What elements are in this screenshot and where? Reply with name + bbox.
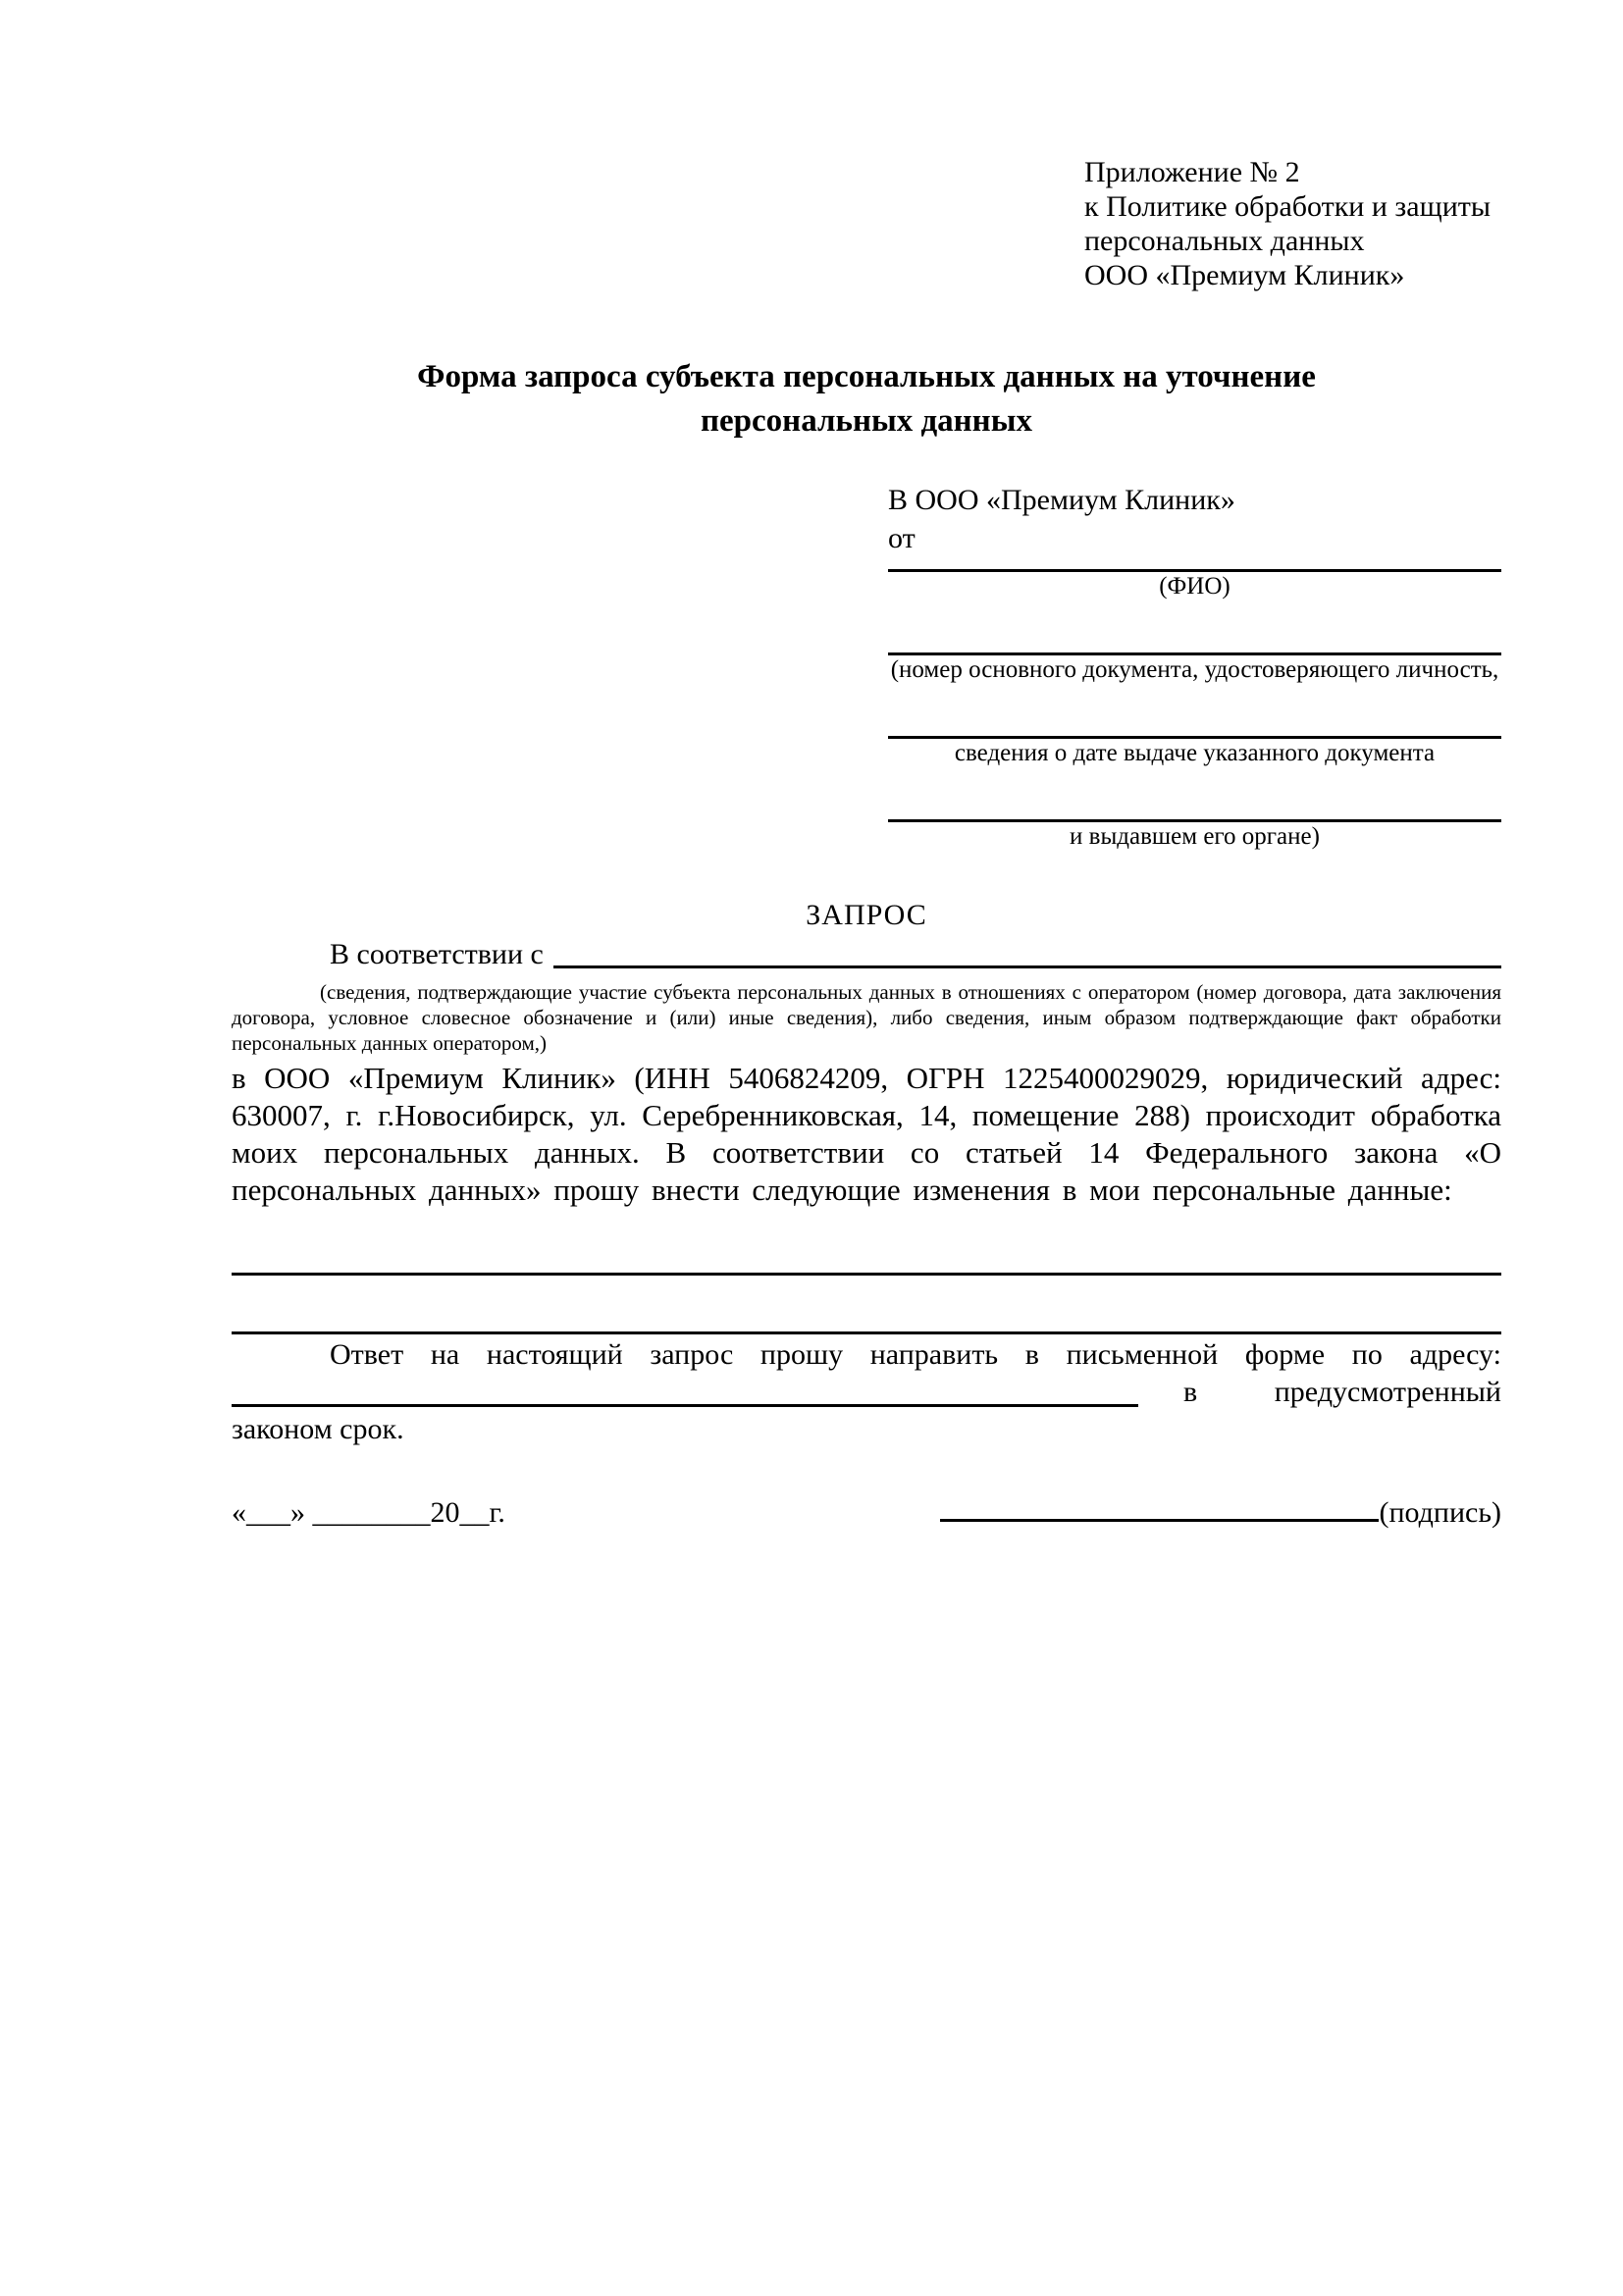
intro-footnote: (сведения, подтверждающие участие субъекта персональных данных в отношениях с оператором (номер договора, дата заключения договора, условное словесное обозначение и (или) иные сведения), либо сведения, иным образом подтверждающие факт обработки персональных данных оператором,) — [232, 980, 1501, 1055]
field-document-number — [888, 641, 1501, 685]
document-number-blank-line — [888, 641, 1501, 655]
signature-caption: (подпись) — [1379, 1496, 1501, 1529]
changes-blank-line-1 — [232, 1273, 1501, 1276]
appendix-line: персональных данных — [1084, 225, 1365, 257]
intro-row — [232, 936, 1501, 973]
addressee-block — [888, 481, 1501, 852]
fio-caption: (ФИО) — [1159, 573, 1230, 600]
footer-row — [232, 1487, 1501, 1532]
issue-date-caption: сведения о дате выдаче указанного документа — [954, 740, 1436, 766]
reply-line-1: Ответ на настоящий запрос прошу направить в письменной форме по адресу: — [330, 1338, 1501, 1371]
field-issuing-authority — [888, 808, 1501, 852]
issue-date-blank-line — [888, 724, 1501, 739]
reply-word-v: в — [1183, 1376, 1198, 1408]
intro-blank-line — [553, 936, 1501, 968]
form-title: Форма запроса субъекта персональных данных на уточнение персональных данных — [417, 359, 1316, 439]
reply-address-blank-line — [232, 1374, 1138, 1407]
appendix-line: к Политике обработки и защиты — [1084, 190, 1492, 223]
request-body-paragraph: в ООО «Премиум Клиник» (ИНН 5406824209, ОГРН 1225400029029, юридический адрес: 630007, г. г.Новосибирск, ул. Серебренниковская, 14, помещение 288) происходит обработка моих персональных данных. В соответствии со статьей 14 Федерального закона «О персональных данных» прошу внести следующие изменения в мои персональные данные: — [232, 1061, 1501, 1207]
reply-word-predusmotrenny: предусмотренный — [1274, 1376, 1501, 1408]
changes-blank-line-2 — [232, 1331, 1501, 1334]
date-line: «___» ________20__г. — [232, 1496, 505, 1529]
signature-blank-line — [940, 1487, 1379, 1522]
reply-row — [232, 1374, 1501, 1411]
intro-prefix: В соответствии с — [330, 938, 544, 970]
fio-blank-line — [888, 557, 1501, 572]
field-fio — [888, 557, 1501, 601]
reply-line-3: законом срок. — [232, 1413, 404, 1445]
signature-group — [940, 1487, 1501, 1532]
field-issue-date — [888, 724, 1501, 768]
addressee-from-label: от — [888, 522, 916, 554]
appendix-line: Приложение № 2 — [1084, 156, 1300, 188]
addressee-to: В ООО «Премиум Клиник» — [888, 484, 1235, 516]
document-number-caption: (номер основного документа, удостоверяющего личность, — [890, 656, 1499, 683]
appendix-line: ООО «Премиум Клиник» — [1084, 259, 1405, 291]
issuing-authority-caption: и выдавшем его органе) — [1070, 823, 1320, 850]
request-heading: ЗАПРОС — [806, 899, 927, 931]
issuing-authority-blank-line — [888, 808, 1501, 822]
appendix-header — [1084, 155, 1501, 292]
